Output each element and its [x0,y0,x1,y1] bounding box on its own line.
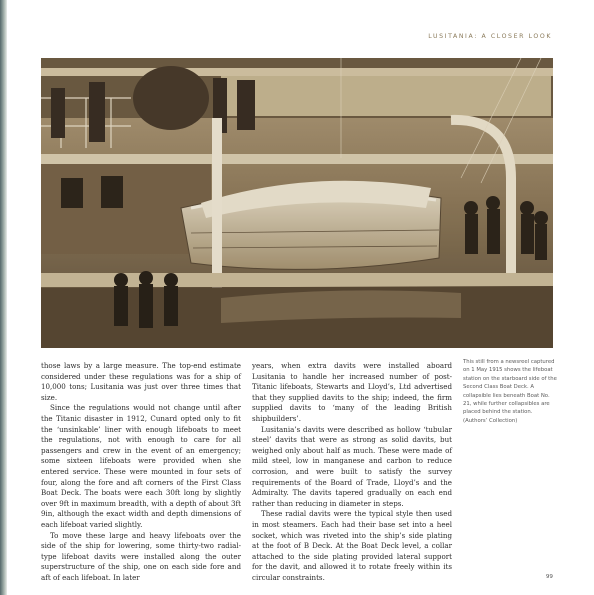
paragraph: To move these large and heavy lifeboats over the side of the ship for lowering, some thirty-two radial-type lifeboat davits were installed along the outer superstructure of the ship, one on each side fore and aft of each lifeboat. In later [41,530,241,582]
page-edge [0,0,7,595]
running-head: LUSITANIA: A CLOSER LOOK [428,33,552,40]
paragraph: years, when extra davits were installed aboard Lusitania to handle her increased number of post-Titanic lifeboats, Stewarts and Lloyd’s, Ltd advertised that they supplied davits to the ship; indeed, the firm supplied davits to ‘many of the leading British shipbuilders’. [252,361,452,423]
text-column-2 [252,361,452,583]
paragraph: Since the regulations would not change until after the Titanic disaster in 1912, Cunard opted only to fit the ‘unsinkable’ liner with enough lifeboats to meet the regulations, not with enough to care for all passengers and crew in the event of an emergency; some sixteen lifeboats were provided when she entered service. These were mounted in four sets of four, along the fore and aft corners of the First Class Boat Deck. The boats were each 30ft long by slightly over 9ft in maximum breadth, with a depth of about 3ft 9in, although the exact width and depth dimensions of each lifeboat varied slightly. [41,403,241,529]
paragraph: those laws by a large measure. The top-end estimate considered under these regulations was for a ship of 10,000 tons; Lusitania was just over three times that size. [41,361,241,402]
paragraph: These radial davits were the typical style then used in most steamers. Each had their base set into a heel socket, which was riveted into the ship’s side plating at the foot of B Deck. At the Boat Deck level, a collar attached to the side plating provided lateral support for the davit, and allowed it to rotate freely within its circular constraints. [252,509,452,582]
page-number: 99 [545,574,553,580]
photo-illustration [41,58,553,348]
photo-caption [463,358,558,425]
text-column-1 [41,361,241,583]
caption-text: This still from a newsreel captured on 1 May 1915 shows the lifeboat station on the starboard side of the Second Class Boat Deck. A collapsible lies beneath Boat No. 21, while further collapsibles are placed behind the station. (Authors’ Collection) [463,359,557,424]
paragraph: Lusitania’s davits were described as hollow ‘tubular steel’ davits that were as strong as solid davits, but weighed only about half as much. These were made of mild steel, low in manganese and carbon to reduce corrosion, and were built to satisfy the survey requirements of the Board of Trade, Lloyd’s and the Admiralty. The davits tapered gradually on each end rather than reducing in diameter in steps. [252,424,452,508]
lifeboat-photo [41,58,553,348]
